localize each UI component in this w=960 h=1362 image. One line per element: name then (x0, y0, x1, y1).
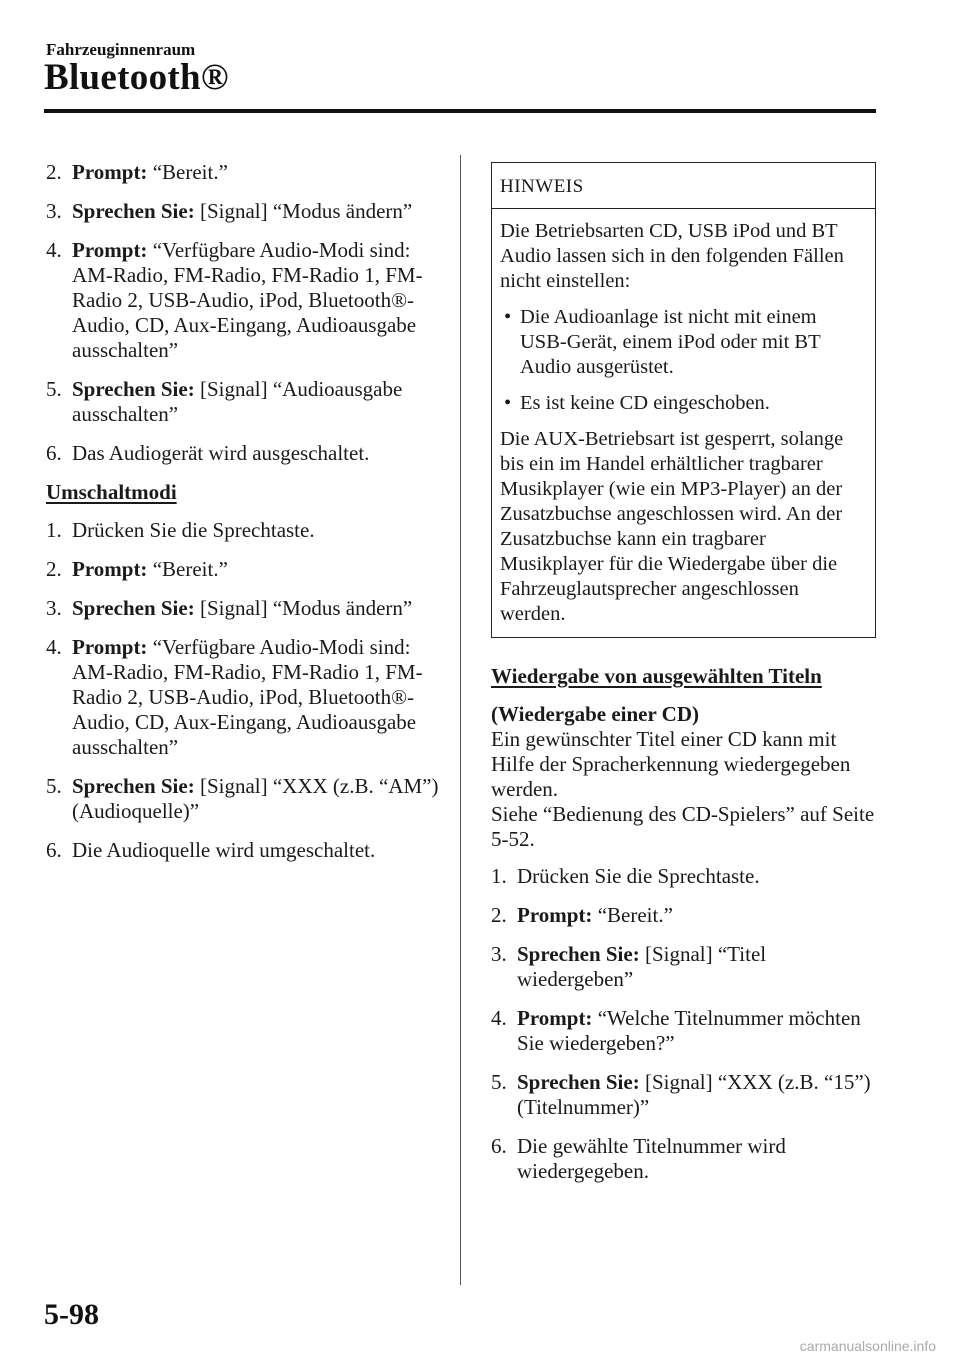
step-number: 5. (491, 1070, 507, 1094)
step-number: 1. (46, 518, 62, 542)
step-label: Sprechen Sie: (517, 1070, 640, 1094)
list-item (46, 238, 446, 363)
list-item (46, 441, 446, 466)
step-label: Prompt: (72, 238, 148, 262)
step-text (72, 160, 446, 185)
step-text (72, 377, 446, 427)
step-text (72, 557, 446, 582)
step-content: [Signal] “Modus ändern” (194, 596, 413, 620)
note-intro: Die Betriebsarten CD, USB iPod und BT Audio lassen sich in den folgenden Fällen nicht einstellen: (500, 220, 844, 292)
note-box (491, 162, 876, 638)
step-number: 6. (491, 1134, 507, 1158)
step-content: “Welche Titelnummer möchten Sie wiedergeben?” (517, 1006, 861, 1055)
list-item (491, 1006, 876, 1056)
list-item (46, 774, 446, 824)
steps-list-c (491, 864, 876, 1184)
bullet-icon: • (504, 306, 512, 328)
note-body (492, 209, 875, 637)
column-divider (460, 155, 461, 1285)
list-item (46, 838, 446, 863)
step-number: 1. (491, 864, 507, 888)
list-item (500, 305, 867, 380)
step-label: Prompt: (517, 1006, 593, 1030)
step-number: 5. (46, 774, 62, 798)
list-item (491, 903, 876, 928)
section-heading-umschaltmodi: Umschaltmodi (46, 480, 177, 504)
step-content: “Verfügbare Audio-Modi sind: AM-Radio, FM-Radio, FM-Radio 1, FM-Radio 2, USB-Audio, iPod, Bluetooth®-Audio, CD, Aux-Eingang, Audioausgabe ausschalten” (72, 635, 423, 759)
step-text (517, 1070, 876, 1120)
step-label: Sprechen Sie: (72, 596, 195, 620)
step-number: 2. (46, 557, 62, 581)
bullet-text: Es ist keine CD eingeschoben. (520, 392, 770, 414)
step-text (72, 518, 446, 543)
list-item (491, 1134, 876, 1184)
watermark: carmanualsonline.info (799, 1338, 936, 1354)
step-label: Sprechen Sie: (517, 942, 640, 966)
step-text (72, 199, 446, 224)
step-number: 3. (46, 596, 62, 620)
step-content: “Bereit.” (147, 557, 228, 581)
page-number: 5-98 (44, 1298, 99, 1331)
step-number: 4. (491, 1006, 507, 1030)
step-text (517, 864, 876, 889)
list-item (500, 391, 867, 416)
step-number: 4. (46, 635, 62, 659)
cross-reference: Siehe “Bedienung des CD-Spielers” auf Seite 5-52. (491, 802, 875, 851)
step-label: Prompt: (72, 160, 148, 184)
step-label: Prompt: (72, 635, 148, 659)
step-content: “Bereit.” (592, 903, 673, 927)
bullet-icon: • (504, 392, 512, 414)
list-item (46, 635, 446, 760)
steps-list-b (46, 518, 446, 863)
step-text (72, 596, 446, 621)
list-item (46, 596, 446, 621)
step-text (72, 238, 446, 363)
step-number: 4. (46, 238, 62, 262)
step-text (517, 1134, 876, 1184)
list-item (46, 199, 446, 224)
step-label: Sprechen Sie: (72, 377, 195, 401)
header-rule (44, 109, 876, 113)
step-content: [Signal] “XXX (z.B. “AM”) (Audioquelle)” (72, 774, 439, 823)
step-label: Sprechen Sie: (72, 199, 195, 223)
list-item (491, 942, 876, 992)
step-text (517, 1006, 876, 1056)
step-content: Die gewählte Titelnummer wird wiedergegeben. (517, 1134, 786, 1183)
step-content: [Signal] “XXX (z.B. “15”) (Titelnummer)” (517, 1070, 871, 1119)
step-label: Prompt: (72, 557, 148, 581)
step-content: Drücken Sie die Sprechtaste. (72, 518, 315, 542)
step-number: 2. (491, 903, 507, 927)
step-content: Die Audioquelle wird umgeschaltet. (72, 838, 376, 862)
steps-list-a (46, 160, 446, 466)
step-number: 6. (46, 441, 62, 465)
list-item (491, 1070, 876, 1120)
step-content: “Verfügbare Audio-Modi sind: AM-Radio, FM-Radio, FM-Radio 1, FM-Radio 2, USB-Audio, iPod, Bluetooth®-Audio, CD, Aux-Eingang, Audioausgabe ausschalten” (72, 238, 423, 362)
step-label: Prompt: (517, 903, 593, 927)
step-number: 5. (46, 377, 62, 401)
step-content: [Signal] “Audioausgabe ausschalten” (72, 377, 403, 426)
list-item (491, 864, 876, 889)
step-number: 3. (46, 199, 62, 223)
step-text (72, 774, 446, 824)
left-column (46, 160, 446, 877)
note-outro: Die AUX-Betriebsart ist gesperrt, solange bis ein im Handel erhältlicher tragbarer Musikplayer (wie ein MP3-Player) an der Zusatzbuchse angeschlossen wird. An der Zusatzbuchse kann ein tragbarer Musikplayer für die Wiedergabe über die Fahrzeuglautsprecher angeschlossen werden. (500, 428, 844, 625)
step-content: Das Audiogerät wird ausgeschaltet. (72, 441, 370, 465)
step-number: 3. (491, 942, 507, 966)
list-item (46, 377, 446, 427)
step-text (72, 441, 446, 466)
step-content: Drücken Sie die Sprechtaste. (517, 864, 760, 888)
step-text (72, 838, 446, 863)
step-text (72, 635, 446, 760)
step-text (517, 942, 876, 992)
subsection-title: (Wiedergabe einer CD) (491, 702, 700, 726)
step-number: 2. (46, 160, 62, 184)
list-item (46, 518, 446, 543)
step-content: [Signal] “Modus ändern” (194, 199, 413, 223)
note-heading: HINWEIS (492, 163, 875, 209)
list-item (46, 557, 446, 582)
intro-paragraph (491, 702, 876, 852)
step-content: “Bereit.” (147, 160, 228, 184)
header-section-label: Fahrzeuginnenraum (46, 40, 196, 59)
bullet-text: Die Audioanlage ist nicht mit einem USB-Gerät, einem iPod oder mit BT Audio ausgerüstet. (520, 306, 821, 378)
list-item (46, 160, 446, 185)
step-number: 6. (46, 838, 62, 862)
section-heading-wiedergabe: Wiedergabe von ausgewählten Titeln (491, 664, 822, 688)
step-content: [Signal] “Titel wiedergeben” (517, 942, 767, 991)
paragraph-text: Ein gewünschter Titel einer CD kann mit Hilfe der Spracherkennung wiedergegeben werden. (491, 727, 851, 801)
step-label: Sprechen Sie: (72, 774, 195, 798)
page-title: Bluetooth® (44, 57, 229, 98)
right-column (491, 162, 876, 1198)
step-text (517, 903, 876, 928)
